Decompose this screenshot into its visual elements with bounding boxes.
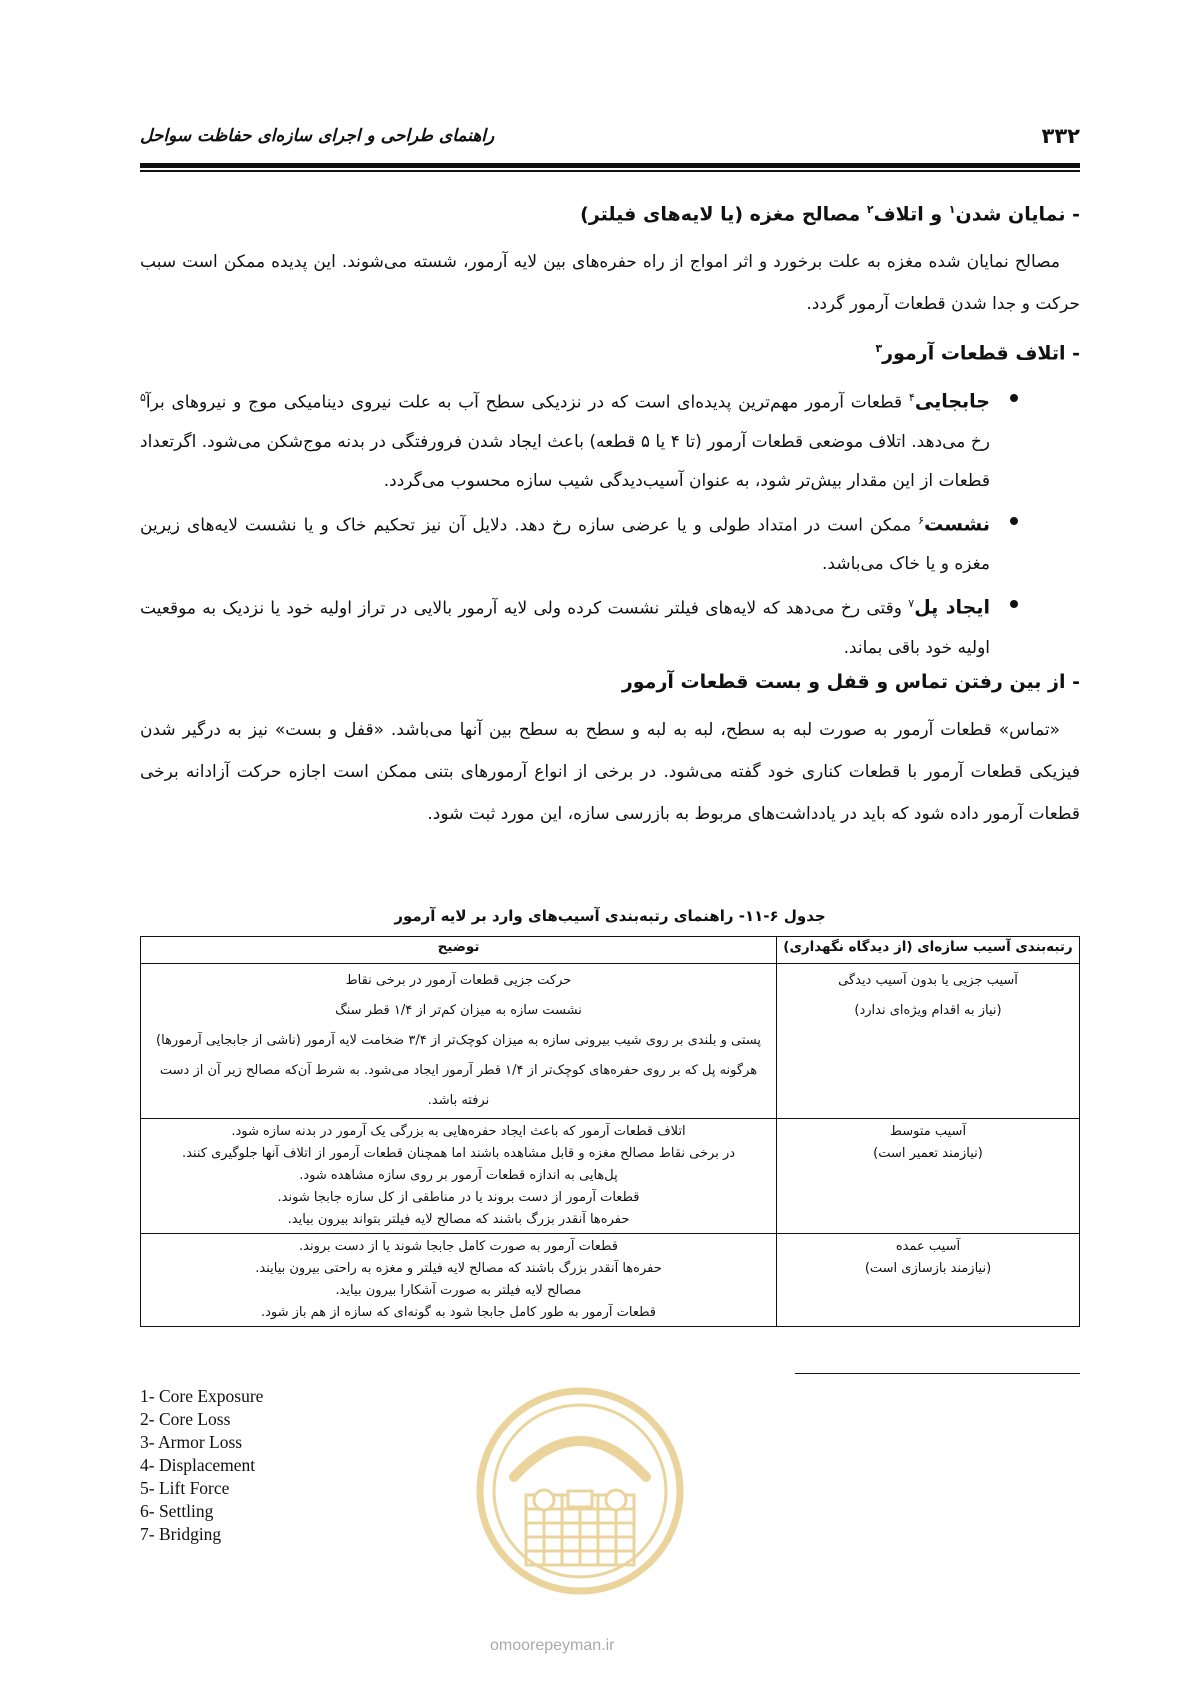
table-cell-rank: آسیب متوسط (نیازمند تعمیر است)	[777, 1119, 1080, 1234]
bullet-dot	[1010, 517, 1018, 525]
bullet-dot	[1010, 600, 1018, 608]
footnote-list	[140, 1385, 263, 1546]
running-title: راهنمای طراحی و اجرای سازه‌ای حفاظت سواحل	[140, 126, 495, 146]
paragraph-core-exposure: مصالح نمایان شده مغزه به علت برخورد و اثر امواج از راه حفره‌های بین لایه آرمور، شسته می‌شوند. این پدیده ممکن است سبب حرکت و جدا شدن قطعات آرمور گردد.	[140, 252, 1080, 314]
table-cell-description: اتلاف قطعات آرمور که باعث ایجاد حفره‌هایی به بزرگی یک آرمور در بدنه سازه شود. در برخی نقاط مصالح مغزه و قابل مشاهده باشند اما همچنان قطعات آرمور از اتلاف آنها جلوگیری کنند. پل‌هایی به اندازه قطعات آرمور بر روی سازه مشاهده شود. قطعات آرمور از دست بروند یا در مناطقی از کل سازه جابجا شوند. حفره‌ها آنقدر بزرگ باشند که مصالح لایه فیلتر بتواند بیرون بیاید.	[141, 1119, 777, 1234]
table-header-rank: رتبه‌بندی آسیب سازه‌ای (از دیدگاه نگهداری)	[777, 937, 1080, 964]
footnote-rule	[795, 1373, 1080, 1374]
table-caption: جدول ۶-۱۱- راهنمای رتبه‌بندی آسیب‌های وارد بر لایه آرمور	[394, 907, 826, 925]
table-row	[141, 964, 1080, 1119]
footnote: 7- Bridging	[140, 1524, 222, 1544]
table-cell-rank: آسیب جزیی یا بدون آسیب دیدگی (نیاز به اقدام ویژه‌ای ندارد)	[777, 964, 1080, 1119]
footnote: 3- Armor Loss	[140, 1432, 243, 1452]
armor-loss-bullet-list	[140, 378, 1080, 668]
bullet-settling: نشست$^۶$ ممکن است در امتداد طولی و یا عرضی سازه رخ دهد. دلایل آن نیز تحکیم خاک و یا نشست لایه‌های زیرین مغزه و یا خاک می‌باشد.	[140, 501, 1080, 585]
table-cell-rank: آسیب عمده (نیازمند بازسازی است)	[777, 1234, 1080, 1327]
bullet-displacement: جابجایی$^۴$ قطعات آرمور مهم‌ترین پدیده‌ای است که در نزدیکی سطح آب به علت نیروی دینامیکی موج و نیروهای برآ$^۵$ رخ می‌دهد. اتلاف موضعی قطعات آرمور (تا ۴ یا ۵ قطعه) باعث ایجاد شدن فرورفتگی در بدنه موج‌شکن می‌شود. اگرتعداد قطعات از این مقدار بیش‌تر شود، به عنوان آسیب‌دیدگی شیب سازه محسوب می‌گردد.	[140, 378, 1080, 501]
watermark-url: omoorepeyman.ir	[490, 1637, 615, 1654]
section-heading-contact-interlock: - از بین رفتن تماس و قفل و بست قطعات آرمور	[621, 671, 1080, 693]
footnote: 1- Core Exposure	[140, 1386, 264, 1406]
section-heading-core-exposure: - نمایان شدن$^۱$ و اتلاف$^۲$ مصالح مغزه (یا لایه‌های فیلتر)	[580, 203, 1080, 226]
footnote: 2- Core Loss	[140, 1409, 231, 1429]
table-cell-description: قطعات آرمور به صورت کامل جابجا شوند یا از دست بروند. حفره‌ها آنقدر بزرگ باشند که مصالح لایه فیلتر و مغزه به راحتی بیرون بیایند. مصالح لایه فیلتر به صورت آشکارا بیرون بیاید. قطعات آرمور به طور کامل جابجا شود به گونه‌ای که سازه از هم باز شود.	[141, 1234, 777, 1327]
section-heading-armor-loss: - اتلاف قطعات آرمور$^۳$	[875, 342, 1080, 365]
table-row	[141, 1119, 1080, 1234]
footnote: 4- Displacement	[140, 1455, 256, 1475]
footnote: 5- Lift Force	[140, 1478, 230, 1498]
table-header-description: توضیح	[141, 937, 777, 964]
watermark-seal-icon	[474, 1385, 686, 1597]
footnote: 6- Settling	[140, 1501, 214, 1521]
table-cell-description: حرکت جزیی قطعات آرمور در برخی نقاط نشست سازه به میزان کم‌تر از ۱/۴ قطر سنگ پستی و بلندی بر روی شیب بیرونی سازه به میزان کوچک‌تر از ۳/۴ ضخامت لایه آرمور (ناشی از جابجایی آرمورها) هرگونه پل که بر روی حفره‌های کوچک‌تر از ۱/۴ قطر آرمور ایجاد می‌شود. به شرط آن‌که مصالح زیر آن از دست نرفته باشد.	[141, 964, 777, 1119]
page-header	[140, 124, 1080, 152]
damage-rating-table	[140, 936, 1080, 1327]
paragraph-contact-interlock: «تماس» قطعات آرمور به صورت لبه به سطح، لبه به لبه و سطح به سطح بین آنها می‌باشد. «قفل و بست» نیز به درگیر شدن فیزیکی قطعات آرمور با قطعات کناری خود گفته می‌شود. در برخی از انواع آرمورهای بتنی ممکن است اجازه حرکت آزادانه برخی قطعات آرمور داده شود که باید در یادداشت‌های مربوط به بازرسی سازه، این مورد ثبت شود.	[140, 720, 1080, 824]
bullet-bridging: ایجاد پل$^۷$ وقتی رخ می‌دهد که لایه‌های فیلتر نشست کرده ولی لایه آرمور بالایی در تراز اولیه خود یا نزدیک به موقعیت اولیه خود باقی بماند.	[140, 584, 1080, 668]
table-row	[141, 1234, 1080, 1327]
page-number: ۳۳۲	[1041, 124, 1080, 148]
header-rule-thick	[140, 163, 1080, 168]
bullet-dot	[1010, 394, 1018, 402]
header-rule-thin	[140, 170, 1080, 172]
